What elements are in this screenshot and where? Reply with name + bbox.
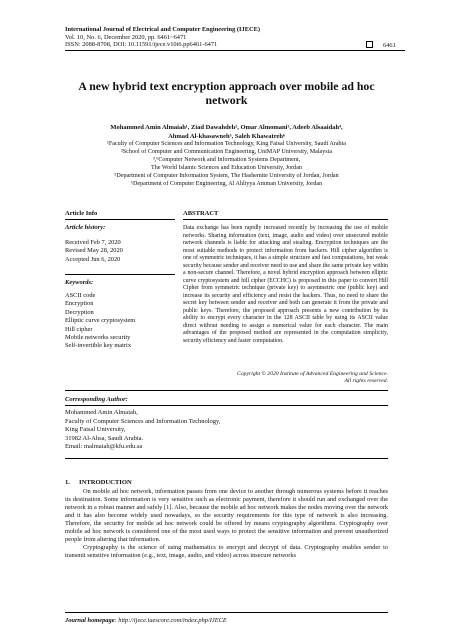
affiliation-line: ⁵Department of Computer Information System, The Hashemite University of Jordan, Jordan [114,172,339,179]
paper-title: A new hybrid text encryption approach over mobile ad hoc network [78,79,375,107]
header-rule [65,50,405,51]
affiliation-line: The World Islamic Sciences and Education University, Jordan [151,164,302,171]
affiliation-line: ¹Faculty of Computer Sciences and Information Technology, King Faisal University, Saudi Arabia [107,141,346,147]
footer-label: Journal homepage [65,617,115,624]
section-number: 1. [65,479,70,486]
corresponding-end-rule [65,458,388,459]
affiliations [65,141,388,188]
paragraph: Cryptography is the science of using mathematics to encrypt and decrypt of data. Cryptography enables sender to transmit sensitive information (e.g., text, image, audio, and video) across insecure networks [65,544,388,560]
keyword-item: Elliptic curve cryptosystem [65,317,136,325]
keyword-item: Encryption [65,300,94,308]
history-item: Accepted Jun 6, 2020 [65,255,121,263]
keyword-item: Self-invertible key matrix [65,342,132,350]
author-list [65,123,388,141]
page-number-box [366,41,396,49]
journal-volume: Vol. 10, No. 6, December 2020, pp. 6461~6471 [65,33,187,41]
page-number: 6461 [383,42,396,49]
corresponding-line: 31982 Al-Ahsa, Saudi Arabia. [65,434,144,442]
abstract-rule [183,219,388,220]
introduction-body [65,488,388,560]
journal-footer [65,617,227,624]
keyword-item: Decryption [65,308,94,316]
history-item: Received Feb 7, 2020 [65,239,121,246]
copyright-line-2: All rights reserved. [344,378,388,385]
affiliation-line: ³,⁶Computer Network and Information Systems Department, [152,156,301,163]
corresponding-email: Email: malmaiah@kfu.edu.sa [65,443,143,451]
keywords-label: Keywords: [65,279,94,286]
article-info-rule [65,219,175,220]
article-history-list [65,239,175,264]
section-title: INTRODUCTION [79,479,132,486]
authors-line-1: Mohammed Amin Almaiah¹, Ziad Dawahdeh², Omar Almomani³, Adeeb Alsaaidah⁴, [110,124,343,131]
paragraph: On mobile ad hoc network, information passes from one device to another through numerous systems before it reaches its destination. Some information is very sensitive such as electronic payment, therefore it should run and exchanged over the network in a robust manner and safely [1]. Also, because the mobile ad hoc network makes the nodes moving over the network and it has also become widely used nowadays, so the security requirements for this type of network is also increasing. Therefore, the security for mobile ad hoc network could be offered by means cryptography algorithms. Cryptography over mobile ad hoc network is considered one of the most used ways to protect the sensitive information and prevent unauthorized people from altering that information. [65,488,388,544]
corresponding-author-details [65,409,221,452]
copyright-notice [183,371,388,386]
history-item: Revised May 28, 2020 [65,247,123,255]
corresponding-rule [65,405,388,406]
corresponding-line: Faculty of Computer Sciences and Information Technology, [65,417,221,425]
introduction-heading [65,479,132,486]
article-info-heading: Article Info [65,210,98,217]
copyright-line-1: Copyright © 2020 Institute of Advanced Engineering and Science. [237,371,388,377]
history-rule [65,274,175,275]
keyword-item: ASCII code [65,292,96,299]
footer-rule [65,612,388,613]
page-square-icon [366,41,373,48]
journal-name: International Journal of Electrical and Computer Engineering (IJECE) [65,26,260,33]
affiliation-line: ²School of Computer and Communication Engineering, UniMAP University, Malaysia [120,148,333,155]
abstract-heading: ABSTRACT [183,210,219,217]
section-rule [65,390,388,391]
journal-homepage-link[interactable]: : http://ijece.iaescore.com/index.php/IJECE [114,617,227,624]
abstract-text: Data exchange has been rapidly increased recently by increasing the use of mobile networks. Sharing information (text, image, audio and video) over unsecured mobile network channels is liable for attacking and stealing. Encryption techniques are the most suitable methods to protect information from hackers. Hill cipher algorithm is one of symmetric techniques, it has a simple structure and fast computations, but weak security because sender and receiver need to use and share the same private key within a non-secure channel. Therefore, a novel hybrid encryption approach between elliptic curve cryptosystem and hill cipher (ECCHC) is proposed in this paper to convert Hill Cipher from symmetric technique (private key) to asymmetric one (public key) and increase its security and efficiency and resist the hackers. Thus, no need to share the secret key between sender and receiver and both can generate it from the private and public keys. Therefore, the proposed approach presents a new contribution by its ability to encrypt every character in the 128 ASCII table by using its ASCII value direct without needing to assign a numerical value for each character. The main advantages of the proposed method are represented in the computation simplicity, security efficiency and faster computation. [183,225,388,344]
keywords-list [65,292,175,351]
journal-issn: ISSN: 2088-8708, DOI: 10.11591/ijece.v10i6.pp6461-6471 [65,41,218,48]
corresponding-line: King Faisal University, [65,426,126,434]
keyword-item: Hill cipher [65,325,93,333]
affiliation-line: ⁶Department of Computer Engineering, Al Ahliyya Amman University, Jordan [130,180,323,187]
keyword-item: Mobile networks security [65,334,131,342]
corresponding-author-label: Corresponding Author: [65,396,128,403]
article-history-label: Article history: [65,224,106,231]
authors-line-2: Ahmad Al-khasawneh⁵, Saleh Khawatreh⁶ [168,133,285,140]
corresponding-line: Mohammed Amin Almaiah, [65,409,138,416]
